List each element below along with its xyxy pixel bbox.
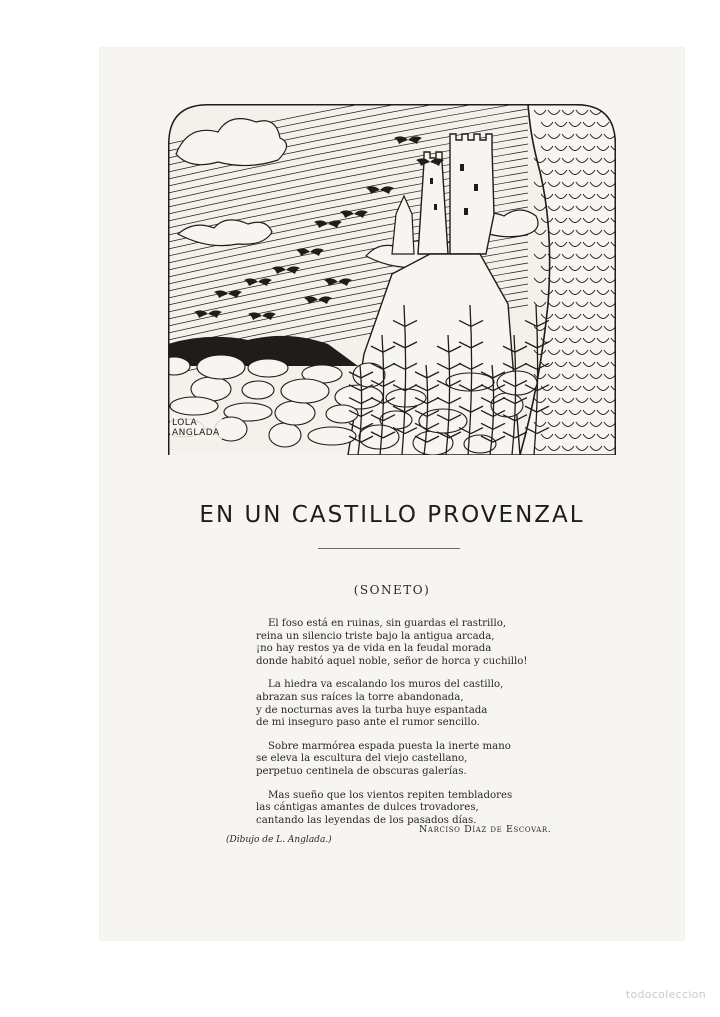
title-divider (318, 548, 460, 549)
poem-line: y de nocturnas aves la turba huye espantada (256, 704, 488, 716)
castle-drawing (168, 104, 616, 455)
drawing-credit: (Dibujo de L. Anglada.) (226, 835, 332, 845)
poem-stanza (256, 790, 556, 828)
poem-subtitle: (SONETO) (353, 583, 431, 597)
artist-signature (170, 417, 222, 439)
poem-line: se eleva la escultura del viejo castellano, (256, 753, 468, 765)
poem-stanza (256, 741, 556, 779)
poem-line: abrazan sus raíces la torre abandonada, (256, 691, 464, 703)
poem-body (256, 618, 556, 838)
poem-line: ¡no hay restos ya de vida en la feudal morada (256, 643, 492, 655)
signature-last-name: ANGLADA (172, 428, 220, 438)
poem-line: El foso está en ruinas, sin guardas el rastrillo, (268, 618, 507, 629)
poem-line: cantando las leyendas de los pasados días. (256, 814, 477, 826)
poem-author: Narciso Díaz de Escovar. (419, 824, 552, 835)
poem-line: La hiedra va escalando los muros del castillo, (268, 679, 504, 691)
magazine-page (100, 48, 684, 940)
poem-line: de mi inseguro paso ante el rumor sencillo. (256, 717, 480, 729)
poem-line: perpetuo centinela de obscuras galerías. (256, 765, 467, 777)
poem-stanza (256, 618, 556, 668)
poem-line: Sobre marmórea espada puesta la inerte mano (268, 740, 511, 752)
poem-line: reina un silencio triste bajo la antigua arcada, (256, 630, 495, 642)
poem-stanza (256, 679, 556, 729)
signature-first-name: LOLA (172, 418, 198, 428)
poem-title: EN UN CASTILLO PROVENZAL (199, 502, 585, 528)
watermark: todocoleccion (625, 988, 706, 1001)
castle-illustration (168, 104, 616, 455)
poem-line: donde habitó aquel noble, señor de horca y cuchillo! (256, 655, 528, 667)
poem-line: Mas sueño que los vientos repiten tembladores (268, 789, 513, 801)
poem-line: las cántigas amantes de dulces trovadores, (256, 802, 479, 814)
